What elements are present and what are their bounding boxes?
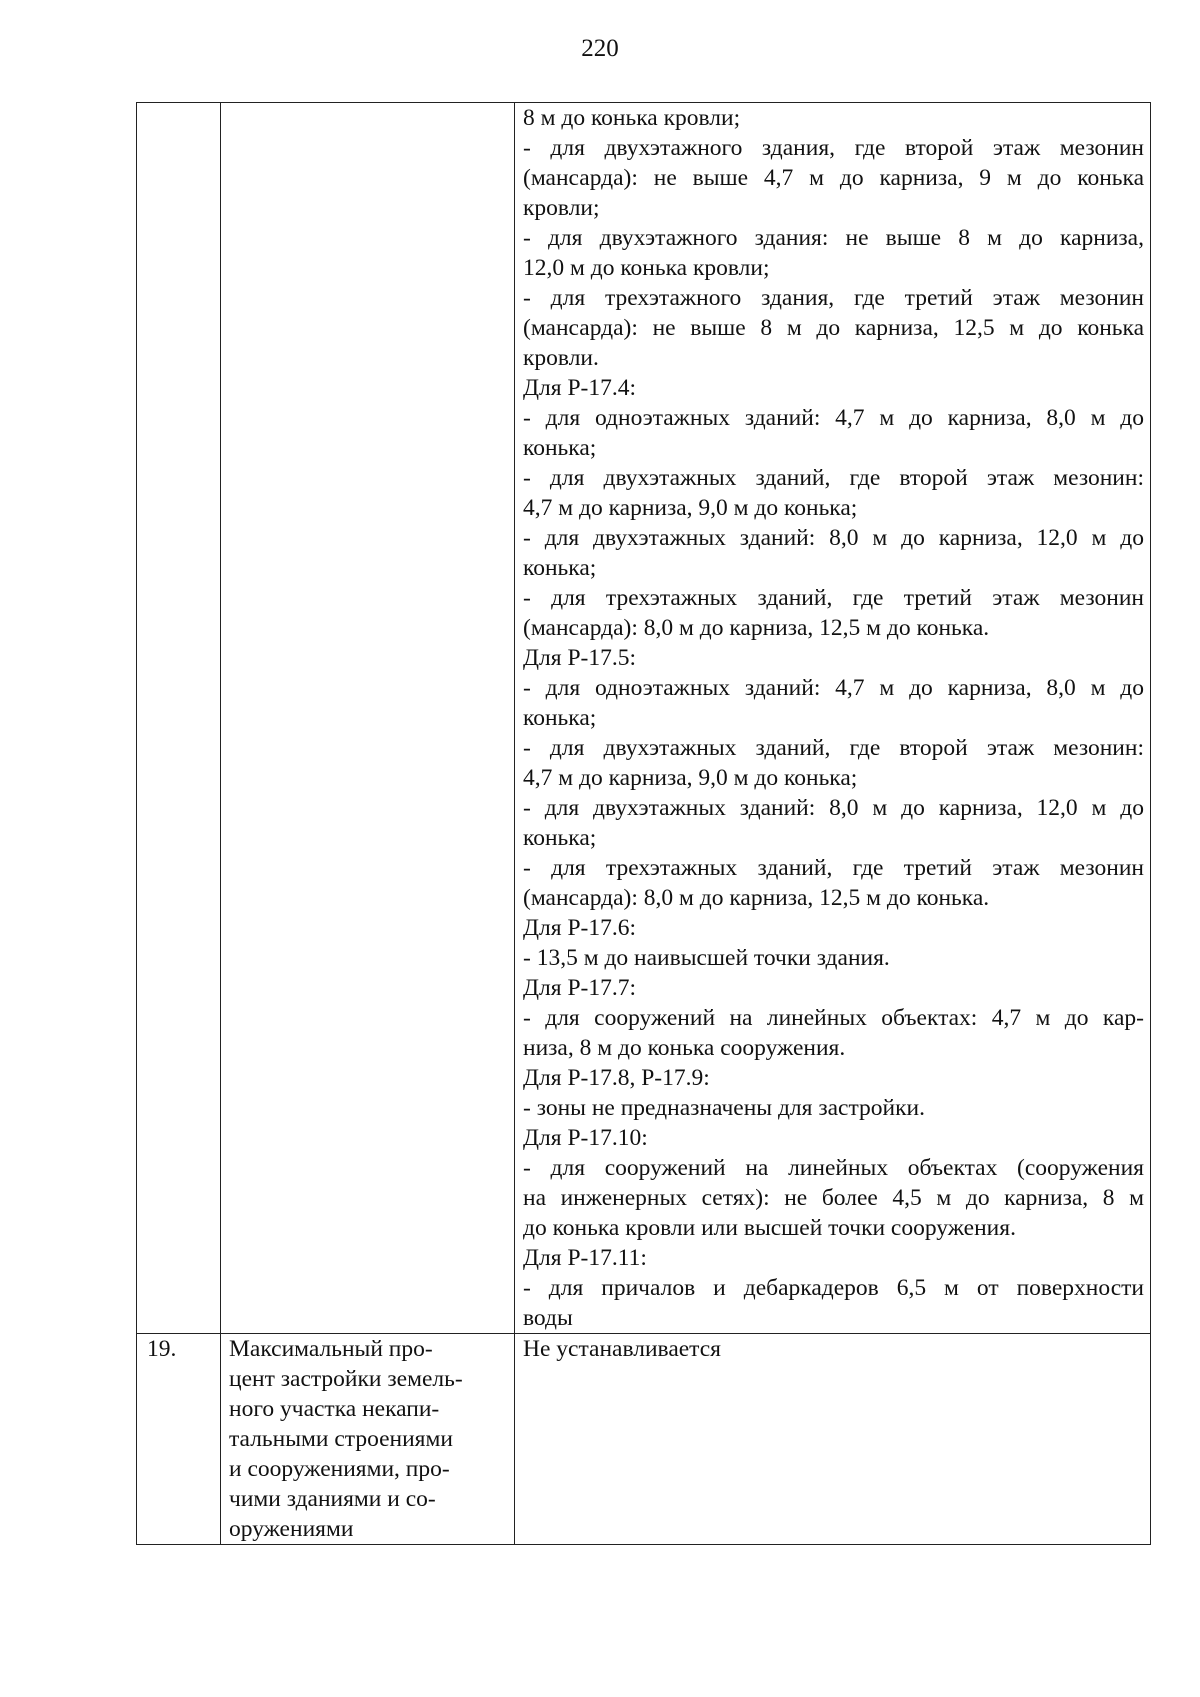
parameter-value-cell: Не устанавливается xyxy=(515,1334,1151,1545)
text-line: Для Р-17.7: xyxy=(523,975,636,1001)
text-line: (мансарда): 8,0 м до карниза, 12,5 м до конька. xyxy=(523,885,990,911)
text-line: - для двухэтажного здания: не выше 8 м до карниза, xyxy=(523,225,1144,251)
text-line: - для причалов и дебаркадеров 6,5 м от поверхности xyxy=(523,1275,1144,1301)
text-line: 8 м до конька кровли; xyxy=(523,105,741,131)
text-line: Для Р-17.10: xyxy=(523,1125,648,1151)
text-line: - для одноэтажных зданий: 4,7 м до карниза, 8,0 м до xyxy=(523,675,1144,701)
table-row xyxy=(137,103,1151,1334)
text-line: Для Р-17.4: xyxy=(523,375,636,401)
text-line: ного участка некапи- xyxy=(229,1396,440,1422)
text-line: 4,7 м до карниза, 9,0 м до конька; xyxy=(523,495,858,521)
text-line: воды xyxy=(523,1305,573,1331)
text-line: конька; xyxy=(523,825,597,851)
text-line: - для сооружений на линейных объектах (сооружения xyxy=(523,1155,1144,1181)
text-line: Для Р-17.8, Р-17.9: xyxy=(523,1065,710,1091)
text-line: Максимальный про- xyxy=(229,1336,433,1362)
text-line: Для Р-17.6: xyxy=(523,915,636,941)
text-line: - для трехэтажного здания, где третий этаж мезонин xyxy=(523,285,1144,311)
regulations-table xyxy=(136,102,1151,1545)
text-line: 12,0 м до конька кровли; xyxy=(523,255,770,281)
table-row xyxy=(137,1334,1151,1545)
text-line: - для двухэтажных зданий: 8,0 м до карниза, 12,0 м до xyxy=(523,795,1144,821)
text-line: (мансарда): 8,0 м до карниза, 12,5 м до конька. xyxy=(523,615,990,641)
text-line: чими зданиями и со- xyxy=(229,1486,436,1512)
row-number-cell: 19. xyxy=(137,1334,221,1545)
text-line: конька; xyxy=(523,705,597,731)
text-line: и сооружениями, про- xyxy=(229,1456,450,1482)
text-line: Для Р-17.5: xyxy=(523,645,636,671)
parameter-name-cell xyxy=(221,103,515,1334)
text-line: - для трехэтажных зданий, где третий этаж мезонин xyxy=(523,855,1144,881)
text-line: конька; xyxy=(523,435,597,461)
text-line: кровли; xyxy=(523,195,600,221)
text-line: конька; xyxy=(523,555,597,581)
text-line: - зоны не предназначены для застройки. xyxy=(523,1095,925,1121)
text-line: - для двухэтажных зданий, где второй этаж мезонин: xyxy=(523,465,1144,491)
text-line: - для двухэтажных зданий, где второй этаж мезонин: xyxy=(523,735,1144,761)
text-line: - 13,5 м до наивысшей точки здания. xyxy=(523,945,890,971)
text-line: 4,7 м до карниза, 9,0 м до конька; xyxy=(523,765,858,791)
text-line: - для одноэтажных зданий: 4,7 м до карниза, 8,0 м до xyxy=(523,405,1144,431)
text-line: - для двухэтажных зданий: 8,0 м до карниза, 12,0 м до xyxy=(523,525,1144,551)
text-line: цент застройки земель- xyxy=(229,1366,463,1392)
text-line: Для Р-17.11: xyxy=(523,1245,647,1271)
text-line: - для сооружений на линейных объектах: 4,7 м до кар- xyxy=(523,1005,1144,1031)
text-line: (мансарда): не выше 4,7 м до карниза, 9 м до конька xyxy=(523,165,1144,191)
text-line: (мансарда): не выше 8 м до карниза, 12,5 м до конька xyxy=(523,315,1144,341)
text-line: - для двухэтажного здания, где второй этаж мезонин xyxy=(523,135,1144,161)
row-number-cell xyxy=(137,103,221,1334)
text-line: низа, 8 м до конька сооружения. xyxy=(523,1035,846,1061)
page-number: 220 xyxy=(581,35,619,62)
parameter-value-cell xyxy=(515,103,1151,1334)
text-line: - для трехэтажных зданий, где третий этаж мезонин xyxy=(523,585,1144,611)
text-line: на инженерных сетях): не более 4,5 м до карниза, 8 м xyxy=(523,1185,1144,1211)
text-line: тальными строениями xyxy=(229,1426,453,1452)
text-line: оружениями xyxy=(229,1516,354,1542)
parameter-name-cell xyxy=(221,1334,515,1545)
text-line: до конька кровли или высшей точки сооружения. xyxy=(523,1215,1016,1241)
text-line: кровли. xyxy=(523,345,599,371)
